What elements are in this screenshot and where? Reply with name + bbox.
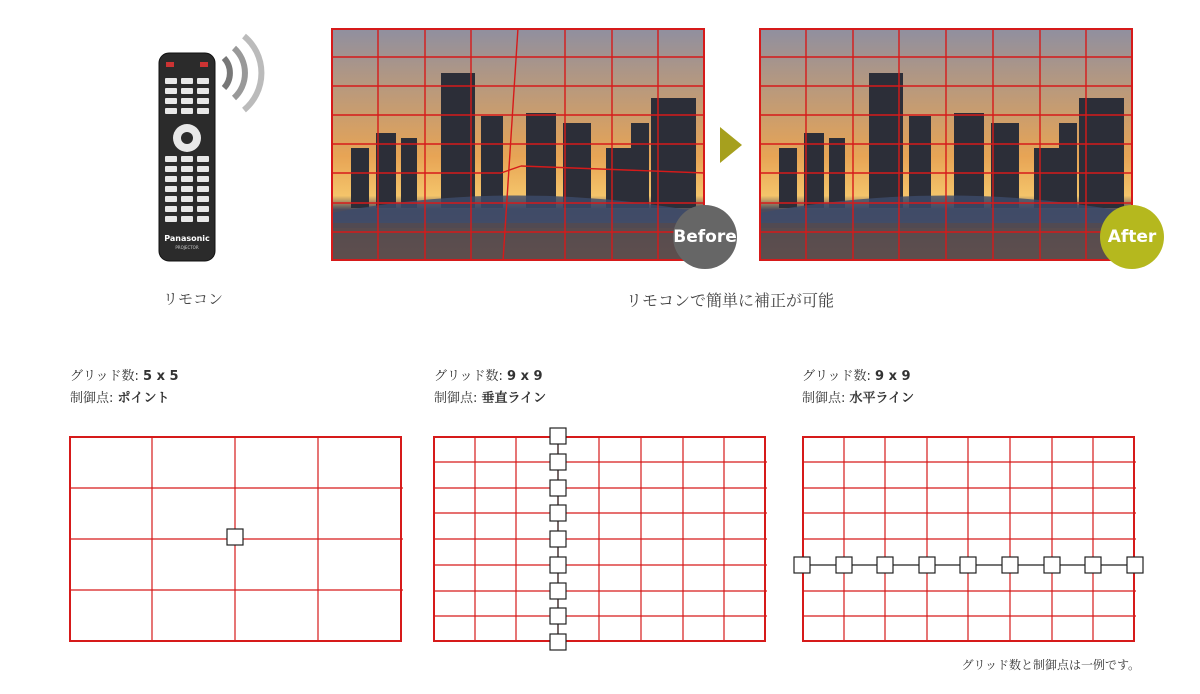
control-point bbox=[960, 557, 976, 573]
control-point bbox=[550, 634, 566, 650]
control-point bbox=[794, 557, 810, 573]
control-point-value: 垂直ライン bbox=[481, 391, 547, 406]
control-point bbox=[877, 557, 893, 573]
grid-count-label: グリッド数: bbox=[802, 369, 871, 384]
before-badge bbox=[673, 205, 737, 269]
grid-label-1 bbox=[70, 366, 179, 410]
remote-control bbox=[158, 52, 216, 262]
after-badge bbox=[1100, 205, 1164, 269]
control-point-label: 制御点: bbox=[434, 391, 478, 406]
grid-count-label: グリッド数: bbox=[70, 369, 139, 384]
control-point bbox=[550, 531, 566, 547]
grid-count-value: 9 x 9 bbox=[875, 369, 911, 384]
remote-brand: Panasonic bbox=[164, 234, 210, 243]
control-point bbox=[550, 428, 566, 444]
comparison-caption: リモコンで簡単に補正が可能 bbox=[625, 291, 834, 310]
signal-waves-icon bbox=[218, 28, 268, 118]
control-point-value: 水平ライン bbox=[849, 391, 915, 406]
control-point bbox=[550, 557, 566, 573]
control-point bbox=[919, 557, 935, 573]
grid-diagram-horizontal-line bbox=[792, 436, 1148, 642]
grid-count-value: 5 x 5 bbox=[143, 369, 179, 384]
control-point bbox=[1002, 557, 1018, 573]
control-point bbox=[836, 557, 852, 573]
before-image bbox=[331, 28, 705, 261]
remote-caption: リモコン bbox=[162, 290, 223, 308]
footnote: グリッド数と制御点は一例です。 bbox=[961, 658, 1140, 672]
after-badge-label: After bbox=[1107, 227, 1157, 247]
grid-diagram-point bbox=[69, 436, 403, 642]
grid-label-2 bbox=[434, 366, 546, 410]
control-point-label: 制御点: bbox=[802, 391, 846, 406]
control-point-value: ポイント bbox=[117, 391, 170, 406]
control-point bbox=[550, 454, 566, 470]
grid-diagram-vertical-line bbox=[433, 426, 767, 652]
control-point bbox=[227, 529, 243, 545]
grid-label-3 bbox=[802, 366, 914, 410]
control-point bbox=[550, 608, 566, 624]
grid-count-label: グリッド数: bbox=[434, 369, 503, 384]
remote-sub: PROJECTOR bbox=[175, 245, 199, 250]
after-image bbox=[759, 28, 1133, 261]
control-point bbox=[550, 480, 566, 496]
grid-count-value: 9 x 9 bbox=[507, 369, 543, 384]
control-point bbox=[1127, 557, 1143, 573]
control-point bbox=[1044, 557, 1060, 573]
control-point bbox=[1085, 557, 1101, 573]
control-point-label: 制御点: bbox=[70, 391, 114, 406]
control-point bbox=[550, 505, 566, 521]
before-badge-label: Before bbox=[673, 227, 737, 247]
control-point bbox=[550, 583, 566, 599]
arrow-right-icon bbox=[720, 127, 742, 163]
